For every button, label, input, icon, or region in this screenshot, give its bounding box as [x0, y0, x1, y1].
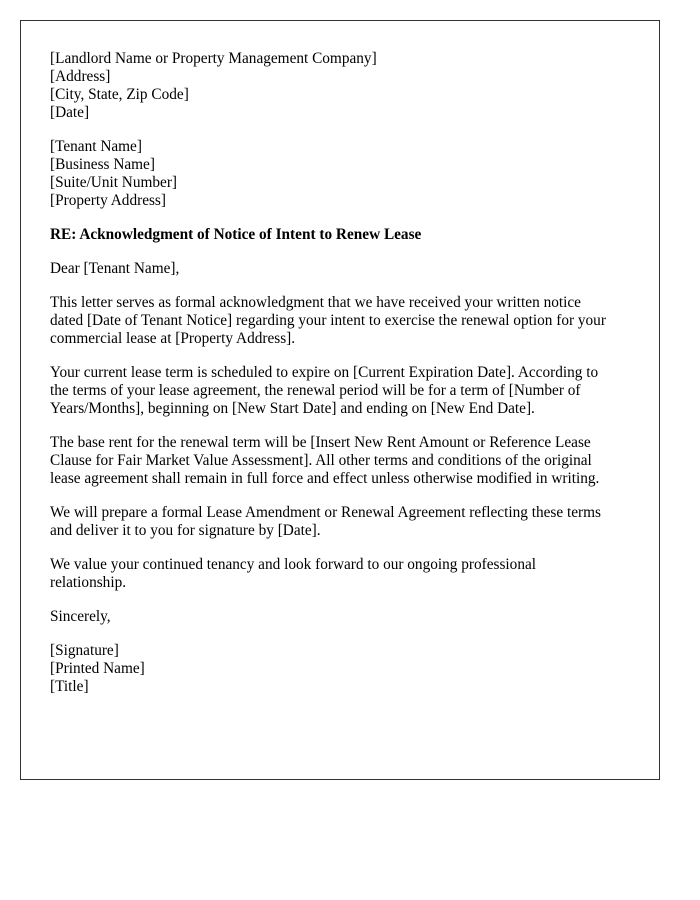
sender-address: [Address] [50, 68, 111, 85]
paragraph-line: and deliver it to you for signature by [Date]. [50, 522, 321, 539]
closing: Sincerely, [50, 608, 111, 625]
paragraph-line: the terms of your lease agreement, the renewal period will be for a term of [Number of [50, 382, 581, 399]
signature-block [50, 642, 640, 696]
recipient-business-name: [Business Name] [50, 156, 155, 173]
sender-city-state-zip: [City, State, Zip Code] [50, 86, 189, 103]
body-paragraph-1 [50, 294, 640, 348]
signer-title: [Title] [50, 678, 89, 695]
paragraph-line: Your current lease term is scheduled to expire on [Current Expiration Date]. According to [50, 364, 599, 381]
paragraph-line: relationship. [50, 574, 127, 591]
salutation: Dear [Tenant Name], [50, 260, 180, 277]
body-paragraph-3 [50, 434, 640, 488]
paragraph-line: dated [Date of Tenant Notice] regarding your intent to exercise the renewal option for your [50, 312, 606, 329]
paragraph-line: lease agreement shall remain in full force and effect unless otherwise modified in writing. [50, 470, 600, 487]
body-paragraph-4 [50, 504, 640, 540]
paragraph-line: Years/Months], beginning on [New Start Date] and ending on [New End Date]. [50, 400, 535, 417]
paragraph-line: The base rent for the renewal term will be [Insert New Rent Amount or Reference Lease [50, 434, 591, 451]
letter-page [20, 20, 660, 780]
paragraph-line: We will prepare a formal Lease Amendment or Renewal Agreement reflecting these terms [50, 504, 601, 521]
sender-block [50, 50, 640, 122]
recipient-suite: [Suite/Unit Number] [50, 174, 178, 191]
recipient-property-address: [Property Address] [50, 192, 166, 209]
letter-date: [Date] [50, 104, 90, 121]
printed-name: [Printed Name] [50, 660, 145, 677]
letter-content [50, 50, 640, 712]
recipient-tenant-name: [Tenant Name] [50, 138, 142, 155]
subject-line: RE: Acknowledgment of Notice of Intent to Renew Lease [50, 226, 422, 243]
signature-line: [Signature] [50, 642, 119, 659]
body-paragraph-5 [50, 556, 640, 592]
paragraph-line: commercial lease at [Property Address]. [50, 330, 296, 347]
paragraph-line: This letter serves as formal acknowledgment that we have received your written notice [50, 294, 581, 311]
paragraph-line: We value your continued tenancy and look forward to our ongoing professional [50, 556, 537, 573]
recipient-block [50, 138, 640, 210]
body-paragraph-2 [50, 364, 640, 418]
paragraph-line: Clause for Fair Market Value Assessment]. All other terms and conditions of the original [50, 452, 592, 469]
sender-company: [Landlord Name or Property Management Company] [50, 50, 377, 67]
